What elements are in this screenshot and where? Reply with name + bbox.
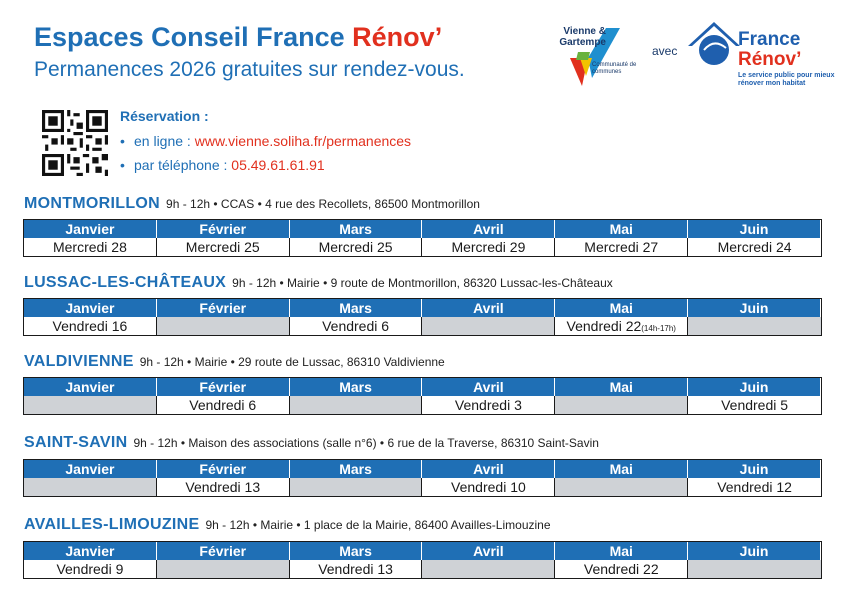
month-header: Avril [422,220,555,238]
month-header: Janvier [24,378,157,396]
month-header: Mars [290,378,423,396]
month-header: Juin [688,542,821,560]
reservation-phone: • par téléphone : 05.49.61.61.91 [120,157,325,173]
session-details: 9h - 12h • Mairie • 1 place de la Mairie, 86400 Availles-Limouzine [205,518,551,532]
title-accent: Rénov’ [352,22,443,52]
session-header [24,434,599,452]
session-details: 9h - 12h • Maison des associations (salle n°6) • 6 rue de la Traverse, 86310 Saint-Savin [133,436,599,450]
session-name: LUSSAC-LES-CHÂTEAUX [24,274,227,291]
month-header: Février [157,460,290,478]
month-header: Février [157,378,290,396]
session-header [24,274,613,292]
date-cell: Vendredi 16 [24,317,157,335]
month-header: Mai [555,460,688,478]
month-header: Février [157,220,290,238]
date-note: (14h-17h) [641,324,676,333]
session-details: 9h - 12h • Mairie • 29 route de Lussac, 86310 Valdivienne [139,355,445,369]
session-table [23,298,822,336]
date-cell: Vendredi 10 [422,478,555,496]
month-header: Janvier [24,220,157,238]
session-name: VALDIVIENNE [24,353,134,370]
session-header [24,353,445,371]
empty-cell [157,560,290,578]
month-header: Mai [555,542,688,560]
month-header: Mars [290,299,423,317]
online-link[interactable]: www.vienne.soliha.fr/permanences [194,133,412,149]
date-cell: Mercredi 28 [24,238,157,256]
title-main: Espaces Conseil France [34,22,345,52]
reservation-online: • en ligne : www.vienne.soliha.fr/permanences [120,133,412,149]
session-name: AVAILLES-LIMOUZINE [24,516,200,533]
month-header: Juin [688,299,821,317]
month-header: Avril [422,542,555,560]
month-header: Juin [688,220,821,238]
date-cell: Vendredi 13 [157,478,290,496]
date-cell: Vendredi 6 [157,396,290,414]
empty-cell [290,396,423,414]
month-header: Avril [422,460,555,478]
month-header: Mai [555,299,688,317]
empty-cell [688,317,821,335]
page-subtitle: Permanences 2026 gratuites sur rendez-vous. [34,58,465,81]
vg-logo-sub: Communauté de communes [592,62,637,75]
session-name: SAINT-SAVIN [24,434,128,451]
date-cell: Vendredi 5 [721,397,789,413]
date-cell: Vendredi 13 [290,560,423,578]
month-header: Février [157,299,290,317]
fr-logo-sub: Le service public pour mieux rénover mon habitat [738,72,835,87]
session-header [24,516,551,534]
empty-cell [24,478,157,496]
date-cell: Mercredi 27 [555,238,688,256]
session-table [23,377,822,415]
date-cell: Vendredi 9 [24,560,157,578]
date-cell: Vendredi 6 [290,317,423,335]
month-header: Mars [290,542,423,560]
fr-logo-line1: France [738,29,801,50]
empty-cell [555,396,688,414]
qr-code-icon[interactable] [42,110,108,176]
date-cell: Mercredi 24 [717,239,792,255]
empty-cell [422,317,555,335]
empty-cell [290,478,423,496]
month-header: Mars [290,220,423,238]
empty-cell [688,560,821,578]
date-cell: Vendredi 12 [717,479,792,495]
month-header: Avril [422,299,555,317]
session-details: 9h - 12h • CCAS • 4 rue des Recollets, 86500 Montmorillon [166,197,480,211]
empty-cell [422,560,555,578]
empty-cell [555,478,688,496]
session-name: MONTMORILLON [24,195,161,212]
empty-cell [24,396,157,414]
vg-logo-name: Vienne & Gartempe [559,26,606,48]
date-cell: Mercredi 29 [422,238,555,256]
month-header: Mai [555,378,688,396]
month-header: Janvier [24,542,157,560]
page-title [34,22,442,53]
session-table [23,459,822,497]
month-header: Janvier [24,299,157,317]
month-header: Mars [290,460,423,478]
month-header: Février [157,542,290,560]
avec-label: avec [652,44,678,58]
date-cell: Vendredi 22 [555,560,688,578]
date-cell: Mercredi 25 [290,238,423,256]
session-header [24,195,480,213]
fr-logo-line2: Rénov’ [738,49,802,70]
date-cell [555,317,688,335]
phone-link[interactable]: 05.49.61.61.91 [231,157,325,173]
month-header: Janvier [24,460,157,478]
empty-cell [157,317,290,335]
session-table [23,219,822,257]
online-label: en ligne : [134,133,191,149]
date-cell: Vendredi 3 [422,396,555,414]
session-details: 9h - 12h • Mairie • 9 route de Montmorillon, 86320 Lussac-les-Châteaux [232,276,613,290]
month-header: Juin [688,460,821,478]
reservation-title: Réservation : [120,108,209,124]
month-header: Juin [688,378,821,396]
date-value: Vendredi 22 [566,318,642,334]
phone-label: par téléphone : [134,157,228,173]
month-header: Mai [555,220,688,238]
date-cell: Mercredi 25 [157,238,290,256]
session-table [23,541,822,579]
month-header: Avril [422,378,555,396]
